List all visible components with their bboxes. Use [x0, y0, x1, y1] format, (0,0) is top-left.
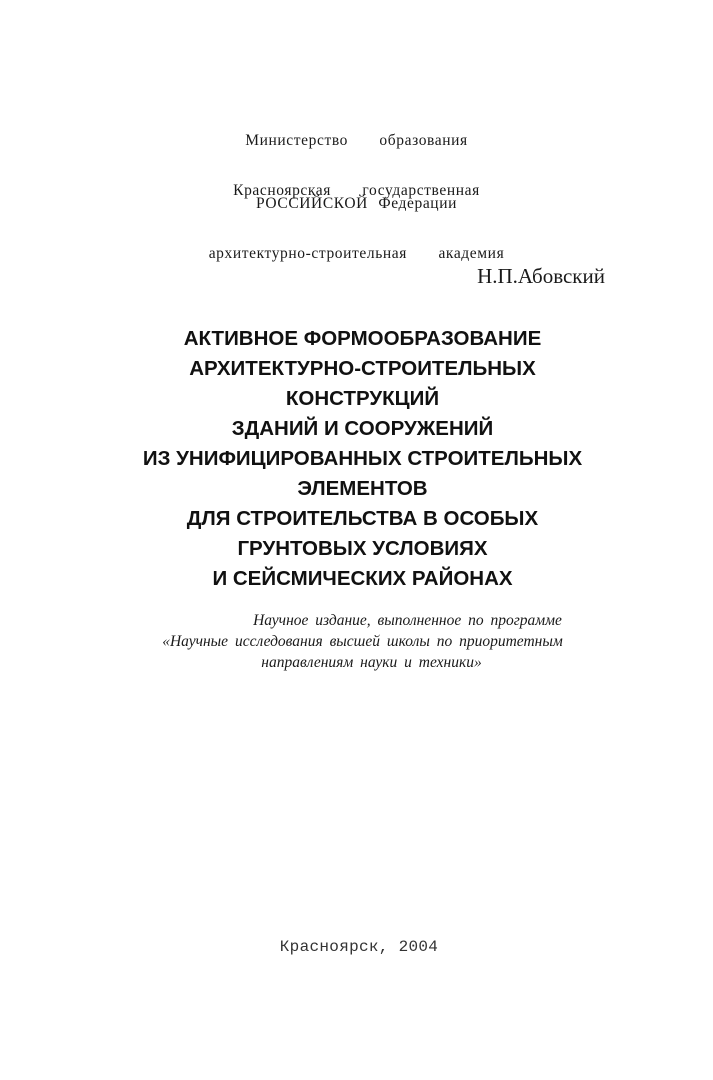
ministry-line: РОССИЙСКОЙ Федерации	[255, 195, 457, 212]
academy-line: архитектурно-строительная академия	[208, 245, 505, 262]
title-line: И СЕЙСМИЧЕСКИХ РАЙОНАХ	[212, 567, 513, 590]
title-line: ДЛЯ СТРОИТЕЛЬСТВА В ОСОБЫХ	[186, 507, 539, 530]
title-line: ГРУНТОВЫХ УСЛОВИЯХ	[237, 537, 488, 560]
ministry-line: Министерство образования	[245, 132, 468, 149]
title-line: КОНСТРУКЦИЙ	[285, 387, 440, 410]
publication-note-line: Научное издание, выполненное по программе	[253, 612, 562, 629]
imprint-city-year: Красноярск, 2004	[279, 938, 439, 956]
academy-heading	[0, 138, 713, 306]
title-line: ЗДАНИЙ И СООРУЖЕНИЙ	[231, 417, 494, 440]
title-line: ИЗ УНИФИЦИРОВАННЫХ СТРОИТЕЛЬНЫХ	[142, 447, 583, 470]
book-title	[0, 324, 713, 594]
publication-note	[0, 610, 713, 673]
publication-note-line: направлениям науки и техники»	[261, 654, 482, 671]
title-line: АКТИВНОЕ ФОРМООБРАЗОВАНИЕ	[183, 327, 542, 350]
academy-line: Красноярская государственная	[233, 182, 480, 199]
author-name: Н.П.Абовский	[477, 264, 605, 288]
publication-note-line: «Научные исследования высшей школы по приоритетным	[162, 633, 563, 650]
title-line: ЭЛЕМЕНТОВ	[297, 477, 428, 500]
title-line: АРХИТЕКТУРНО-СТРОИТЕЛЬНЫХ	[189, 357, 536, 380]
